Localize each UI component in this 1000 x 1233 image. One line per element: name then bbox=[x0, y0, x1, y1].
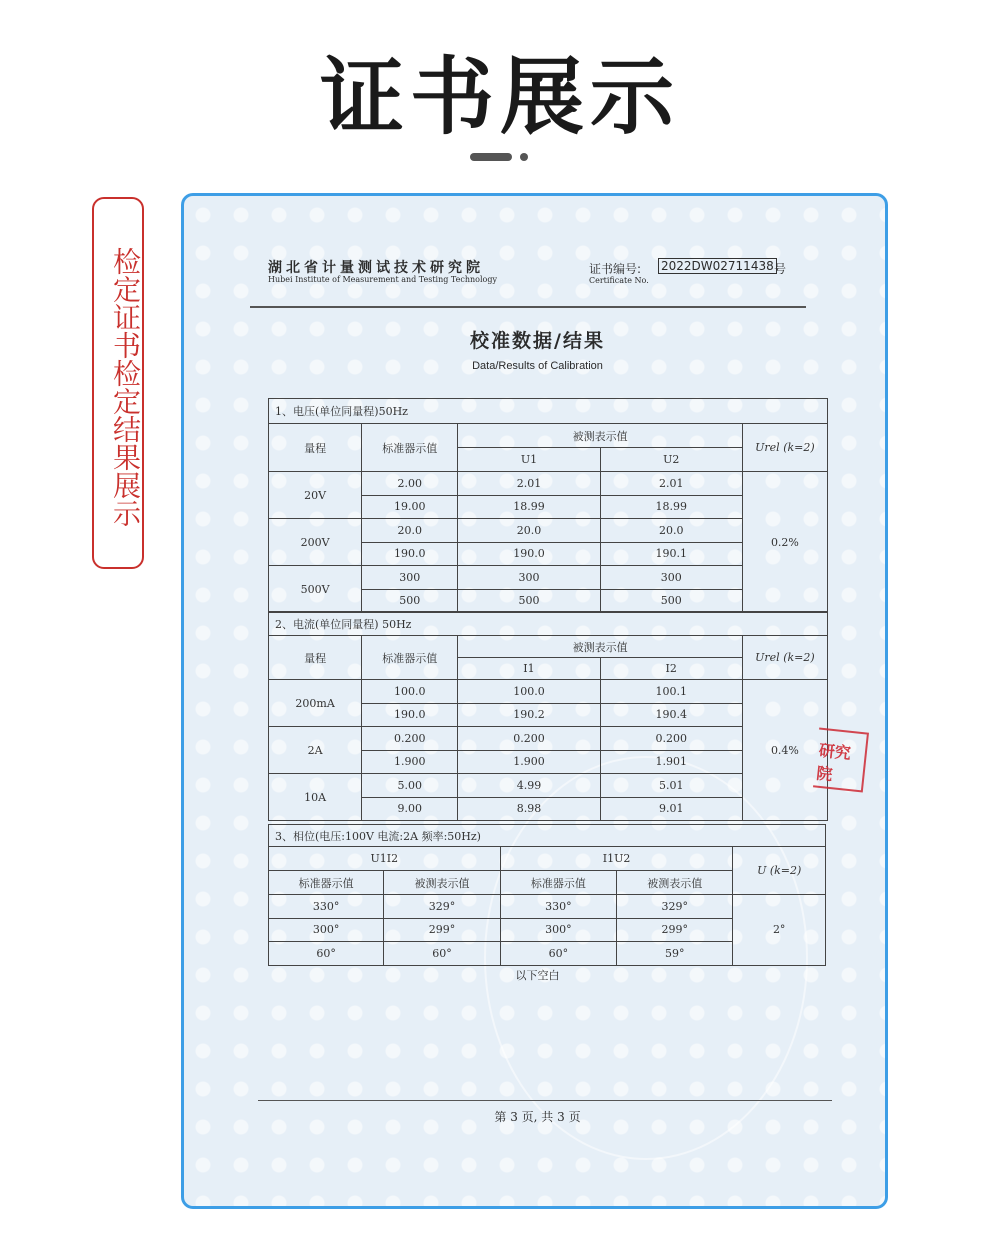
range-cell: 200V bbox=[269, 519, 362, 566]
table-cell: 19.00 bbox=[362, 495, 458, 519]
table-cell: 299° bbox=[617, 918, 733, 942]
table-cell: 190.0 bbox=[362, 703, 458, 727]
table-cell: 2.00 bbox=[362, 472, 458, 496]
table-cell: 0.200 bbox=[600, 727, 742, 751]
table-cell: 330° bbox=[269, 895, 384, 919]
range-cell: 500V bbox=[269, 566, 362, 613]
table-cell: 8.98 bbox=[458, 797, 600, 821]
phase-table bbox=[268, 824, 826, 966]
table-cell: 299° bbox=[384, 918, 500, 942]
section-heading: 3、相位(电压:100V 电流:2A 频率:50Hz) bbox=[269, 825, 826, 847]
range-cell: 10A bbox=[269, 774, 362, 821]
col-header: Urel (k=2) bbox=[742, 636, 827, 680]
table-cell: 9.01 bbox=[600, 797, 742, 821]
col-header: I1U2 bbox=[500, 847, 733, 871]
table-cell: 500 bbox=[600, 589, 742, 613]
table-cell: 300 bbox=[600, 566, 742, 590]
divider-dot bbox=[520, 153, 528, 161]
table-cell: 1.900 bbox=[458, 750, 600, 774]
range-cell: 20V bbox=[269, 472, 362, 519]
table-cell: 1.900 bbox=[362, 750, 458, 774]
table-cell: 20.0 bbox=[458, 519, 600, 543]
col-header: 被测表示值 bbox=[617, 871, 733, 895]
table-cell: 100.0 bbox=[362, 680, 458, 704]
table-cell: 190.0 bbox=[458, 542, 600, 566]
cert-no-label: 证书编号: bbox=[589, 262, 642, 276]
col-header: 量程 bbox=[269, 424, 362, 472]
doc-title: 校准数据/结果 bbox=[470, 330, 605, 352]
table-cell: 329° bbox=[384, 895, 500, 919]
voltage-table bbox=[268, 398, 828, 613]
table-cell: 4.99 bbox=[458, 774, 600, 798]
uncertainty-cell: 0.4% bbox=[742, 680, 827, 821]
col-header: U1I2 bbox=[269, 847, 501, 871]
table-cell: 300° bbox=[269, 918, 384, 942]
doc-subtitle: Data/Results of Calibration bbox=[472, 360, 603, 372]
col-header: I2 bbox=[600, 658, 742, 680]
table-cell: 60° bbox=[500, 942, 616, 966]
uncertainty-cell: 0.2% bbox=[742, 472, 827, 613]
table-cell: 20.0 bbox=[600, 519, 742, 543]
table-cell: 100.0 bbox=[458, 680, 600, 704]
section-heading: 1、电压(单位同量程)50Hz bbox=[269, 399, 828, 424]
col-header: I1 bbox=[458, 658, 600, 680]
table-cell: 190.0 bbox=[362, 542, 458, 566]
table-cell: 500 bbox=[362, 589, 458, 613]
institute-name: 湖北省计量测试技术研究院 bbox=[268, 260, 484, 276]
table-cell: 0.200 bbox=[458, 727, 600, 751]
uncertainty-cell: 2° bbox=[733, 895, 826, 966]
col-header: U (k=2) bbox=[733, 847, 826, 895]
table-cell: 2.01 bbox=[458, 472, 600, 496]
col-header: U2 bbox=[600, 448, 742, 472]
table-cell: 60° bbox=[269, 942, 384, 966]
range-cell: 2A bbox=[269, 727, 362, 774]
col-header: 量程 bbox=[269, 636, 362, 680]
table-cell: 5.01 bbox=[600, 774, 742, 798]
col-header: 标准器示值 bbox=[362, 424, 458, 472]
cert-no: 2022DW02711438 bbox=[658, 258, 777, 274]
col-header: 被测表示值 bbox=[458, 424, 743, 448]
table-cell: 2.01 bbox=[600, 472, 742, 496]
table-cell: 20.0 bbox=[362, 519, 458, 543]
col-header: 被测表示值 bbox=[384, 871, 500, 895]
table-cell: 18.99 bbox=[458, 495, 600, 519]
current-table bbox=[268, 611, 828, 821]
table-cell: 100.1 bbox=[600, 680, 742, 704]
table-cell: 60° bbox=[384, 942, 500, 966]
table-cell: 1.901 bbox=[600, 750, 742, 774]
table-cell: 330° bbox=[500, 895, 616, 919]
table-cell: 5.00 bbox=[362, 774, 458, 798]
col-header: 标准器示值 bbox=[500, 871, 616, 895]
table-cell: 329° bbox=[617, 895, 733, 919]
table-cell: 59° bbox=[617, 942, 733, 966]
divider-bar bbox=[470, 153, 512, 161]
table-cell: 190.1 bbox=[600, 542, 742, 566]
table-cell: 190.4 bbox=[600, 703, 742, 727]
side-label: 检定证书检定结果展示 bbox=[92, 197, 144, 569]
range-cell: 200mA bbox=[269, 680, 362, 727]
section-heading: 2、电流(单位同量程) 50Hz bbox=[269, 612, 828, 636]
col-header: Urel (k=2) bbox=[742, 424, 827, 472]
col-header: 标准器示值 bbox=[362, 636, 458, 680]
footer-divider bbox=[258, 1100, 832, 1101]
table-cell: 0.200 bbox=[362, 727, 458, 751]
red-seal-stamp bbox=[813, 728, 869, 793]
certificate-page bbox=[184, 196, 888, 1209]
table-cell: 300 bbox=[458, 566, 600, 590]
blank-note: 以下空白 bbox=[515, 969, 560, 982]
col-header: 标准器示值 bbox=[269, 871, 384, 895]
page-title: 证书展示 bbox=[319, 48, 680, 146]
cert-no-en: Certificate No. bbox=[589, 276, 649, 285]
col-header: 被测表示值 bbox=[458, 636, 743, 658]
col-header: U1 bbox=[458, 448, 600, 472]
table-cell: 300 bbox=[362, 566, 458, 590]
table-cell: 18.99 bbox=[600, 495, 742, 519]
table-cell: 500 bbox=[458, 589, 600, 613]
certificate-frame bbox=[181, 193, 888, 1209]
table-cell: 9.00 bbox=[362, 797, 458, 821]
table-cell: 300° bbox=[500, 918, 616, 942]
header-divider bbox=[250, 306, 806, 308]
institute-name-en: Hubei Institute of Measurement and Testing Technology bbox=[268, 275, 497, 284]
seal-text: 研究院 bbox=[815, 740, 852, 785]
page-number: 第 3 页, 共 3 页 bbox=[494, 1110, 581, 1124]
cert-no-suffix: 号 bbox=[774, 262, 787, 276]
table-cell: 190.2 bbox=[458, 703, 600, 727]
